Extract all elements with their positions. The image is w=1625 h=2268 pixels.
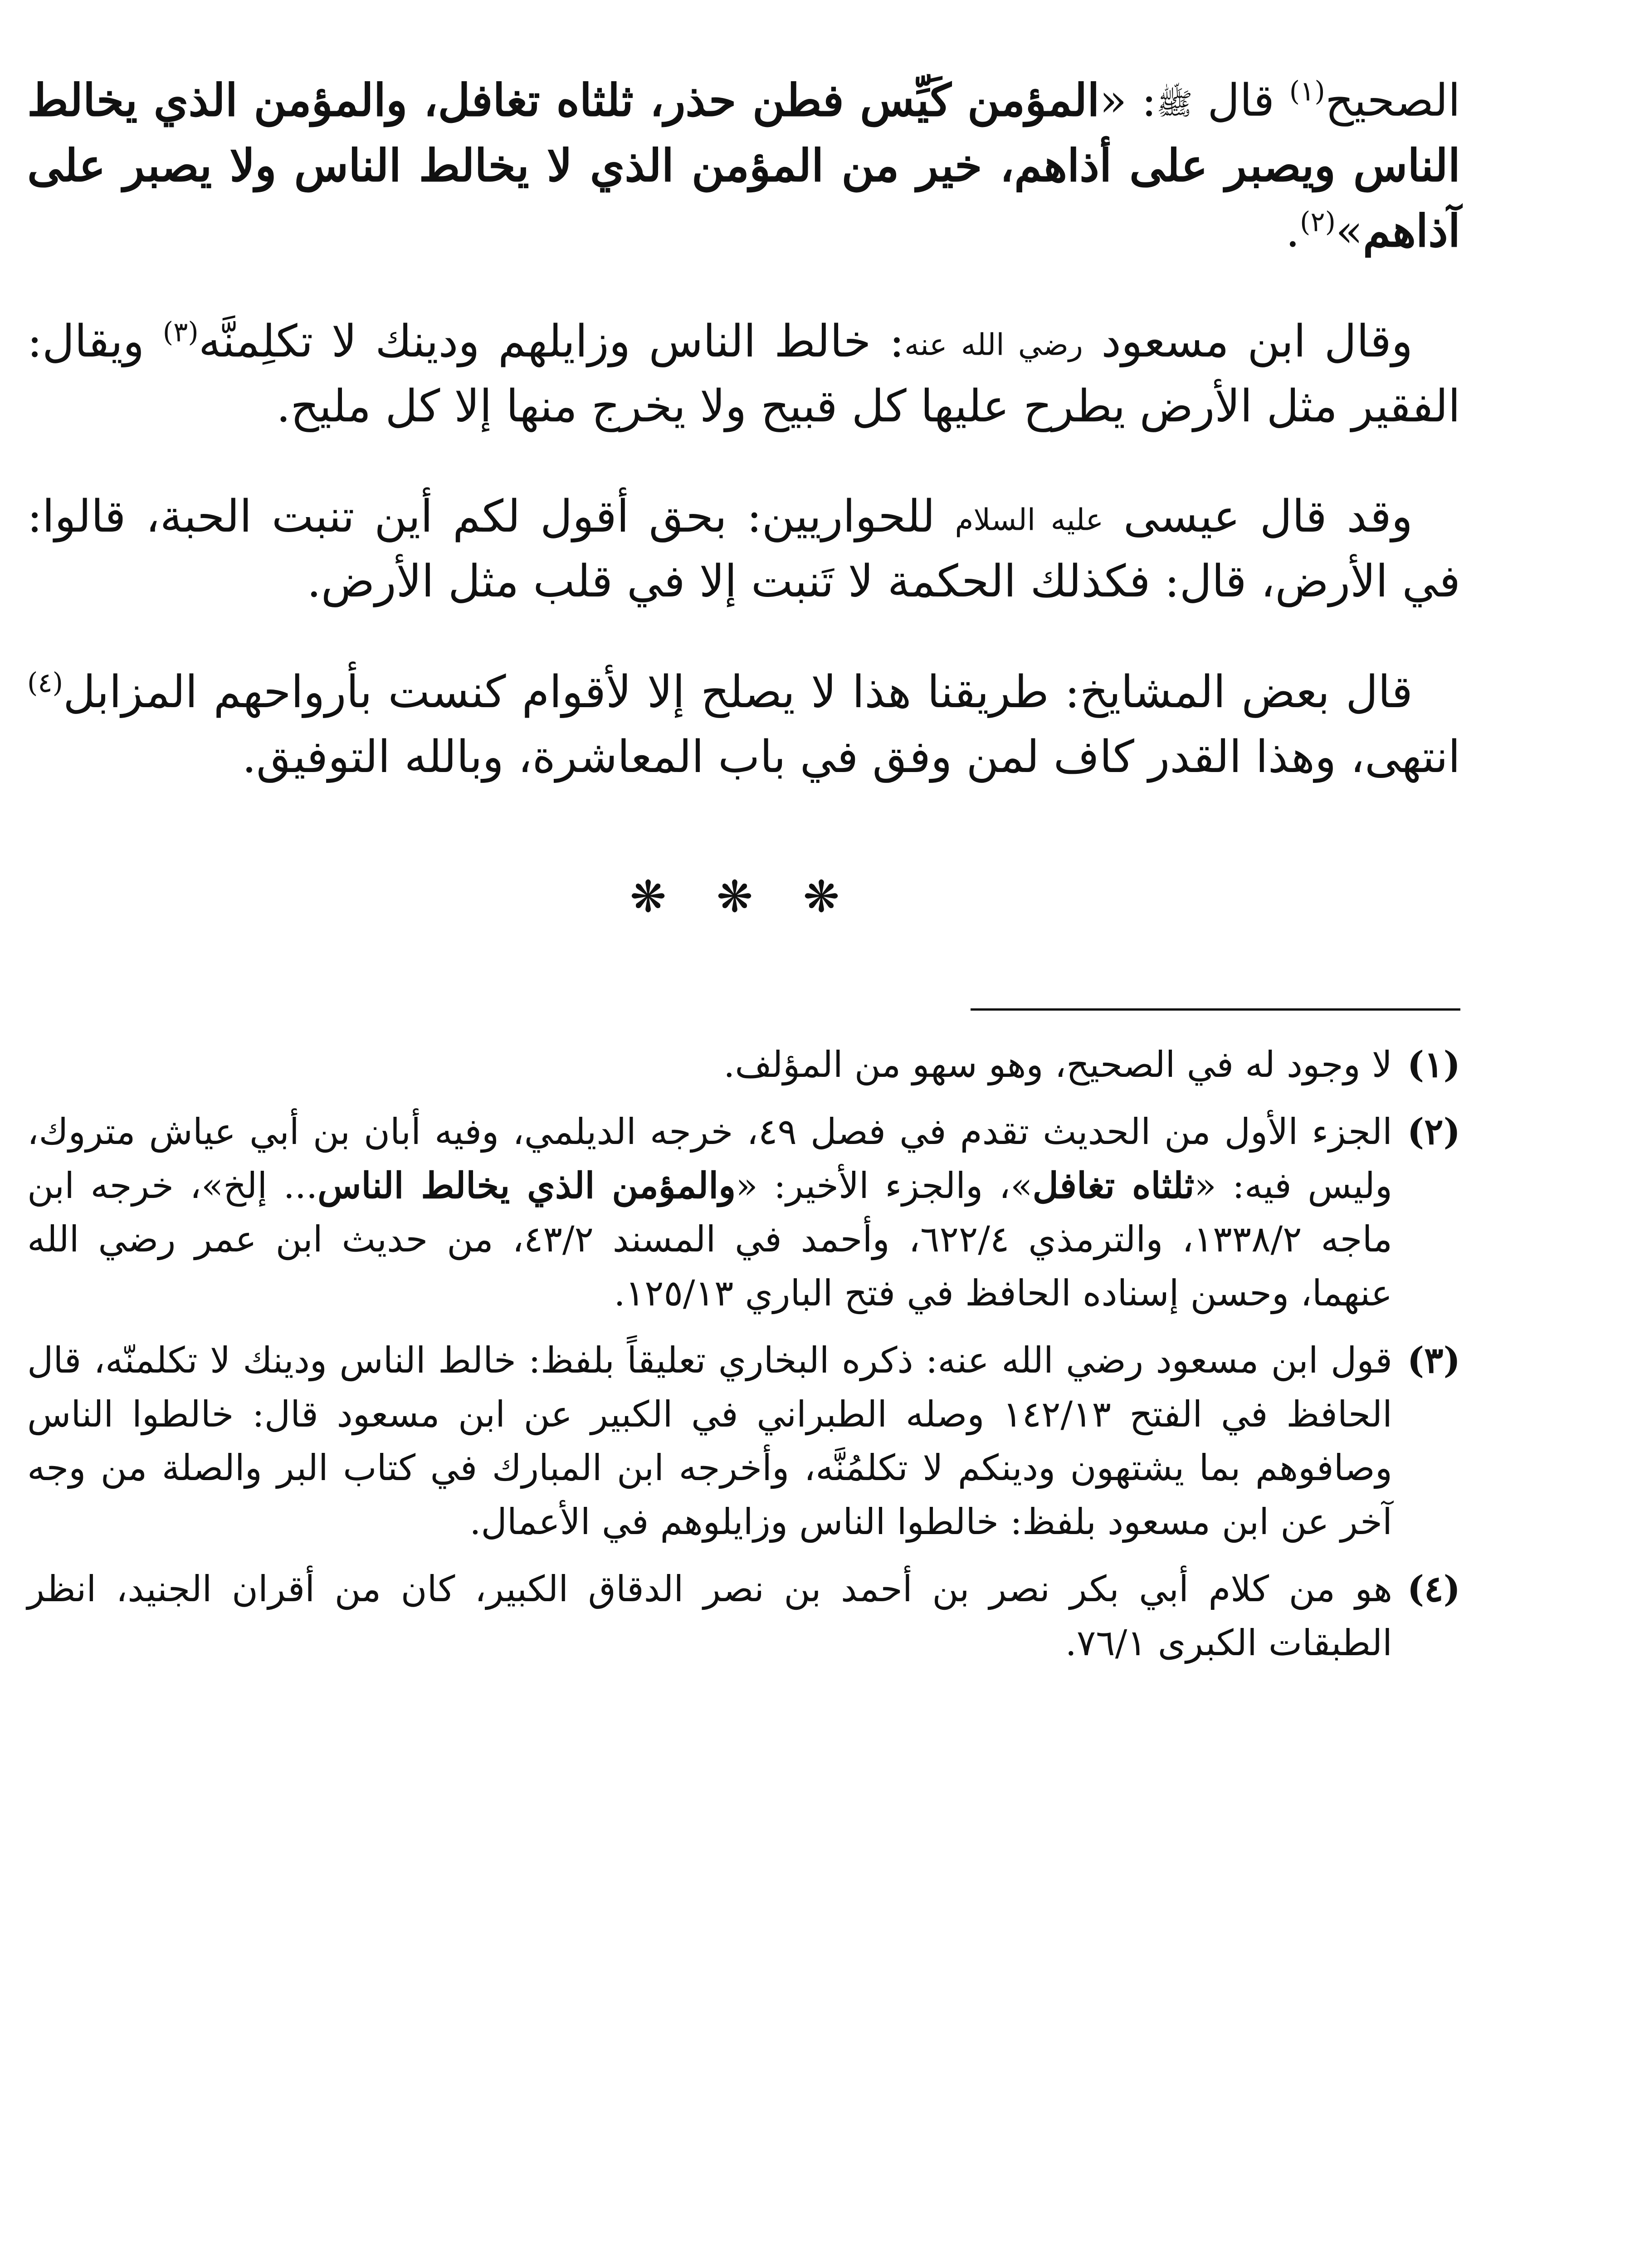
footnote-2-part-a: الجزء الأول من الحديث تقدم في فصل ٤٩، خرجه الديلمي، وفيه أبان بن أبي عياش متروك، وليس فيه: « [27, 1111, 1392, 1207]
section-separator: ❋ ❋ ❋ [630, 871, 858, 922]
footnote-1 [27, 1038, 1460, 1092]
paragraph-4-body: انتهى، وهذا القدر كاف لمن وفق في باب المعاشرة، وبالله التوفيق. [242, 731, 1460, 783]
footnote-3 [27, 1334, 1460, 1549]
paragraph-4-lead: قال بعض المشايخ: طريقنا هذا لا يصلح إلا لأقوام كنست بأرواحهم المزابل [63, 666, 1413, 718]
paragraph-2-saying: : خالط الناس وزايلهم ودينك لا تكلِمنَّه [198, 316, 904, 368]
paragraph-1 [27, 68, 1460, 264]
footnote-2-part-e: ... إلخ»، خرجه ابن ماجه ١٣٣٨/٢، والترمذي ٦٢٢/٤، وأحمد في المسند ٤٣/٢، من حديث ابن عمر رضي الله عنهما، وحسن إسناده الحافظ في فتح الباري ١٢٥/١٣. [27, 1164, 1393, 1314]
hadith-quote: المؤمن كَيِّس فطن حذر، ثلثاه تغافل، والمؤمن الذي يخالط الناس ويصبر على أذاهم، خير من المؤمن الذي لا يخالط الناس ولا يصبر على آذاهم [27, 74, 1460, 258]
footnote-3-text: قول ابن مسعود رضي الله عنه: ذكره البخاري تعليقاً بلفظ: خالط الناس ودينك لا تكلمنّه، قال الحافظ في الفتح ١٤٢/١٣ وصله الطبراني في الكبير عن ابن مسعود قال: خالطوا الناس وصافوهم بما يشتهون ودينكم لا تكلمُنَّه، وأخرجه ابن المبارك في كتاب البر والصلة من وجه آخر عن ابن مسعود بلفظ: خالطوا الناس وزايلوهم في الأعمال. [27, 1339, 1392, 1543]
paragraph-3 [27, 484, 1460, 614]
footnote-4 [27, 1562, 1460, 1670]
honorific-glyph: رضي الله عنه [904, 327, 1083, 362]
honorific-glyph: ﷺ [1156, 86, 1193, 122]
honorific-glyph: عليه السلام [955, 502, 1104, 538]
footnote-2-part-c: »، والجزء الأخير: « [736, 1164, 1033, 1207]
footnote-2-number: (٢) [1407, 1110, 1460, 1153]
paragraph-2-proverb: ويقال: الفقير مثل الأرض يطرح عليها كل قبيح ولا يخرج منها إلا كل مليح. [27, 316, 1460, 433]
document-page [27, 68, 1460, 1683]
footnote-3-number: (٣) [1407, 1339, 1460, 1382]
paragraph-3-lead: وقد قال عيسى [1123, 491, 1413, 543]
footnote-1-text: لا وجود له في الصحيح، وهو سهو من المؤلف. [723, 1043, 1392, 1085]
paragraph-3-body: للحواريين: بحق أقول لكم أين تنبت الحبة، قالوا: في الأرض، قال: فكذلك الحكمة لا تَنبت إلا في قلب مثل الأرض. [27, 491, 1460, 608]
footnote-2-text [27, 1105, 1392, 1320]
footnote-ref-1[interactable]: (١) [1289, 75, 1325, 108]
footnote-ref-4[interactable]: (٤) [27, 666, 63, 699]
paragraph-2-lead: وقال ابن مسعود [1101, 316, 1413, 368]
footnote-divider [971, 1008, 1460, 1011]
footnote-4-number: (٤) [1407, 1568, 1460, 1610]
paragraph-2 [27, 309, 1460, 439]
paragraph-1-lead: الصحيح [1325, 75, 1460, 127]
paragraph-1-quote-close: » [1336, 205, 1363, 258]
footnote-ref-2[interactable]: (٢) [1299, 206, 1336, 238]
footnote-4-text: هو من كلام أبي بكر نصر بن أحمد بن نصر الدقاق الكبير، كان من أقران الجنيد، انظر الطبقات الكبرى ٧٦/١. [27, 1568, 1392, 1664]
footnote-2-bold-a: ثلثاه تغافل [1032, 1164, 1195, 1207]
footnote-2-bold-b: والمؤمن الذي يخالط الناس [317, 1164, 736, 1207]
paragraph-1-end: . [1285, 205, 1300, 258]
paragraph-4 [27, 660, 1460, 790]
paragraph-1-quote-open: : « [1099, 75, 1157, 127]
footnote-1-number: (١) [1407, 1043, 1460, 1085]
footnote-ref-3[interactable]: (٣) [162, 316, 199, 348]
footnote-2 [27, 1105, 1460, 1320]
paragraph-1-said: قال [1207, 75, 1275, 127]
